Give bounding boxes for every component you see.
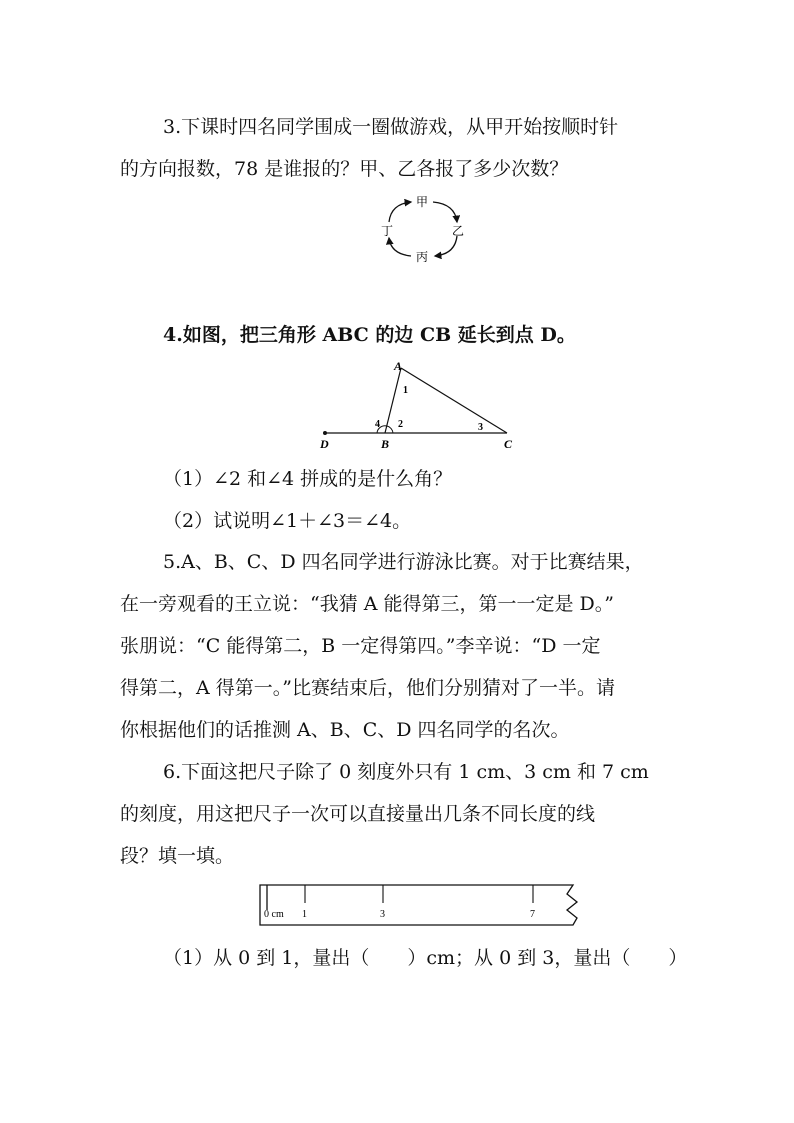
q4-triangle-figure [315, 360, 525, 452]
q5-line-4: 得第二，A 得第一。”比赛结束后，他们分别猜对了一半。请 [120, 677, 615, 699]
tick-label-7: 7 [530, 909, 535, 920]
label-a: A [394, 360, 403, 373]
label-d: D [320, 437, 329, 451]
angle-label-4: 4 [375, 419, 380, 430]
q5-line-5: 你根据他们的话推测 A、B、C、D 四名同学的名次。 [120, 719, 570, 741]
q4-sub-2: （2）试说明∠1＋∠3＝∠4。 [163, 510, 412, 532]
angle-label-1: 1 [403, 385, 408, 396]
arc-bottom-left [389, 238, 411, 256]
label-ding: 丁 [380, 224, 394, 238]
label-jia: 甲 [415, 195, 429, 209]
label-yi: 乙 [451, 224, 465, 238]
q5-line-3: 张朋说：“C 能得第二，B 一定得第四。”李辛说：“D 一定 [120, 635, 601, 657]
point-d [323, 431, 327, 435]
arc-left-top [389, 202, 411, 222]
q3-line-2: 的方向报数，78 是谁报的？甲、乙各报了多少次数？ [120, 158, 569, 180]
q6-line-1: 6.下面这把尺子除了 0 刻度外只有 1 cm、3 cm 和 7 cm [163, 761, 649, 783]
angle-label-3: 3 [478, 422, 483, 433]
q4-title: 4.如图，把三角形 ABC 的边 CB 延长到点 D。 [163, 324, 576, 346]
q5-line-1: 5.A、B、C、D 四名同学进行游泳比赛。对于比赛结果， [163, 551, 644, 573]
q6-ruler [255, 880, 585, 930]
arc-right-bottom [435, 236, 457, 256]
label-bing: 丙 [415, 250, 429, 264]
label-c: C [504, 437, 513, 451]
angle-label-2: 2 [398, 419, 403, 430]
q6-sub-1: （1）从 0 到 1，量出（ ）cm；从 0 到 3，量出（ ） [163, 947, 688, 969]
label-b: B [381, 437, 390, 451]
q6-line-3: 段？填一填。 [120, 845, 235, 867]
tick-label-3: 3 [380, 909, 385, 920]
q5-line-2: 在一旁观看的王立说：“我猜 A 能得第三，第一一定是 D。” [120, 593, 615, 615]
q3-cycle-diagram [375, 190, 475, 268]
tick-label-1: 1 [302, 909, 307, 920]
tick-label-0: 0 cm [264, 909, 284, 920]
q4-sub-1: （1）∠2 和∠4 拼成的是什么角？ [163, 468, 453, 490]
arc-top-right [433, 202, 457, 222]
angle-2-arc [387, 426, 393, 433]
q6-line-2: 的刻度，用这把尺子一次可以直接量出几条不同长度的线 [120, 803, 596, 825]
side-ac [401, 368, 507, 433]
q3-line-1: 3.下课时四名同学围成一圈做游戏，从甲开始按顺时针 [163, 116, 619, 138]
